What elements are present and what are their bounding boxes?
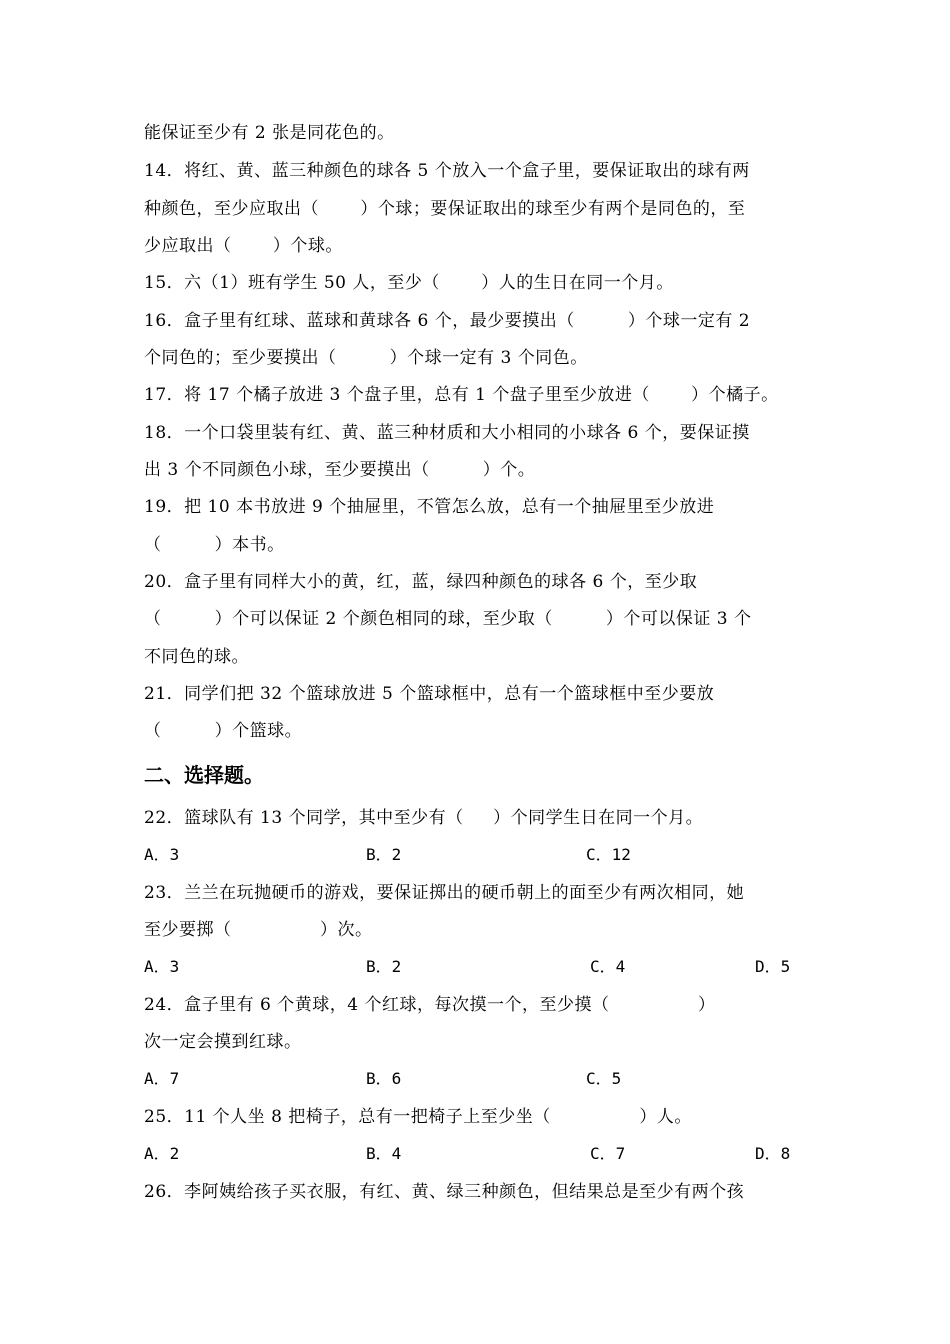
option-a: A．3	[144, 957, 180, 976]
question-18-line-2: 出 3 个不同颜色小球，至少要摸出（ ）个。	[144, 460, 536, 480]
question-24-line-2: 次一定会摸到红球。	[144, 1032, 302, 1052]
question-14-line-2: 种颜色，至少应取出（ ）个球；要保证取出的球至少有两个是同色的，至	[144, 199, 746, 219]
option-c: C．5	[586, 1069, 622, 1088]
option-d: D．5	[755, 957, 791, 976]
option-c: C．12	[586, 845, 631, 864]
question-20-line-3: 不同色的球。	[144, 647, 249, 667]
question-19-line-1: 19．把 10 本书放进 9 个抽屉里，不管怎么放，总有一个抽屉里至少放进	[144, 497, 715, 517]
question-14-line-3: 少应取出（ ）个球。	[144, 236, 343, 256]
question-20-line-2: （ ）个可以保证 2 个颜色相同的球，至少取（ ）个可以保证 3 个	[144, 609, 752, 629]
question-25-line-1: 25．11 个人坐 8 把椅子，总有一把椅子上至少坐（ ）人。	[144, 1107, 692, 1127]
option-d: D．8	[755, 1144, 791, 1163]
option-b: B．6	[366, 1069, 402, 1088]
question-23-line-1: 23．兰兰在玩抛硬币的游戏，要保证掷出的硬币朝上的面至少有两次相同，她	[144, 883, 745, 903]
question-16-line-1: 16．盒子里有红球、蓝球和黄球各 6 个，最少要摸出（ ）个球一定有 2	[144, 311, 751, 331]
question-17-line-1: 17．将 17 个橘子放进 3 个盘子里，总有 1 个盘子里至少放进（ ）个橘子。	[144, 385, 779, 405]
option-b: B．2	[366, 845, 402, 864]
text-line: 能保证至少有 2 张是同花色的。	[144, 123, 395, 143]
question-15-line-1: 15．六（1）班有学生 50 人，至少（ ）人的生日在同一个月。	[144, 273, 674, 293]
question-24-line-1: 24．盒子里有 6 个黄球，4 个红球，每次摸一个，至少摸（ ）	[144, 995, 716, 1015]
question-23-line-2: 至少要掷（ ）次。	[144, 920, 373, 940]
option-a: A．7	[144, 1069, 180, 1088]
question-26-line-1: 26．李阿姨给孩子买衣服，有红、黄、绿三种颜色，但结果总是至少有两个孩	[144, 1182, 745, 1202]
option-b: B．4	[366, 1144, 402, 1163]
option-c: C．4	[590, 957, 626, 976]
question-14-line-1: 14．将红、黄、蓝三种颜色的球各 5 个放入一个盒子里，要保证取出的球有两	[144, 161, 750, 181]
question-16-line-2: 个同色的；至少要摸出（ ）个球一定有 3 个同色。	[144, 348, 588, 368]
question-21-line-2: （ ）个篮球。	[144, 721, 303, 741]
question-18-line-1: 18．一个口袋里装有红、黄、蓝三种材质和大小相同的小球各 6 个，要保证摸	[144, 423, 750, 443]
question-19-line-2: （ ）本书。	[144, 535, 285, 555]
question-20-line-1: 20．盒子里有同样大小的黄，红，蓝，绿四种颜色的球各 6 个，至少取	[144, 572, 698, 592]
option-b: B．2	[366, 957, 402, 976]
option-a: A．3	[144, 845, 180, 864]
question-22-line-1: 22．篮球队有 13 个同学，其中至少有（ ）个同学生日在同一个月。	[144, 808, 704, 828]
option-c: C．7	[590, 1144, 626, 1163]
question-21-line-1: 21．同学们把 32 个篮球放进 5 个篮球框中，总有一个篮球框中至少要放	[144, 684, 715, 704]
section-heading: 二、选择题。	[144, 763, 264, 787]
option-a: A．2	[144, 1144, 180, 1163]
